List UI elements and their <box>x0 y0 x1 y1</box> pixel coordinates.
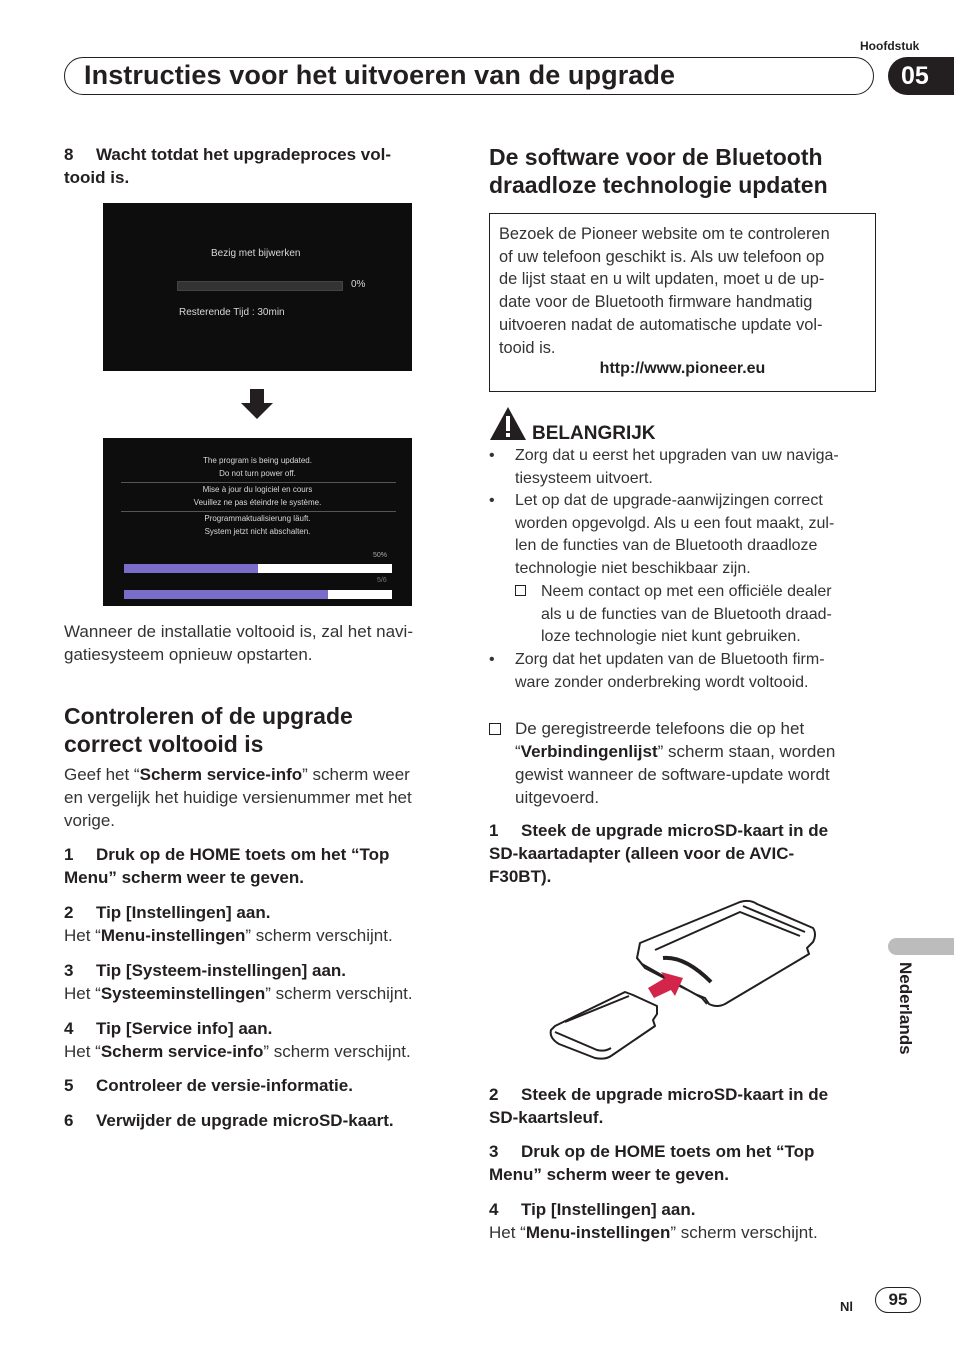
step-8 <box>64 143 444 189</box>
chapter-number-badge: 05 <box>888 57 954 95</box>
heading-line: correct voltooid is <box>64 731 264 757</box>
step-number: 4 <box>64 1019 74 1038</box>
screen-line: The program is being updated. <box>203 456 312 465</box>
list-item: • <box>489 651 495 668</box>
list-item-text: Zorg dat u eerst het upgraden van uw naviga- tiesysteem uitvoert. <box>515 447 839 487</box>
progress-track <box>177 281 343 291</box>
warning-icon <box>489 405 527 441</box>
step-number: 6 <box>64 1111 74 1130</box>
left-step-5: 5 Controleer de versie-informatie. <box>64 1076 353 1095</box>
language-code: Nl <box>840 1299 853 1314</box>
screen-line: Programmaktualisierung läuft. <box>204 514 311 523</box>
page-title: Instructies voor het uitvoeren van de upgrade <box>84 60 676 90</box>
bold-term: Scherm service-info <box>139 765 303 784</box>
list-item: • <box>489 492 495 509</box>
section-heading-verify <box>64 702 454 758</box>
progress-percent: 50% <box>373 552 388 559</box>
step-text-cont: tooid is. <box>64 168 130 187</box>
progress-fill-1 <box>124 564 258 573</box>
step-number: 8 <box>64 145 74 164</box>
progress-track-2 <box>124 590 392 599</box>
right-step-4-result: Het “Menu-instellingen” scherm verschijnt. <box>489 1223 818 1242</box>
left-step-4-result: Het “Scherm service-info” scherm verschijnt. <box>64 1042 411 1061</box>
important-label: BELANGRIJK <box>532 423 656 444</box>
screen-line: System jetzt nicht abschalten. <box>204 527 311 536</box>
info-box-text: Bezoek de Pioneer website om te controleren of uw telefoon geschikt is. Als uw telefoon op de lijst staat en u wilt updaten, moet u de up- date voor de Bluetooth firmware handmatig uitvoeren nadat de automatische update vol- tooid is. <box>499 225 830 357</box>
screen-line: Veuillez ne pas éteindre le système. <box>193 498 322 507</box>
chapter-label: Hoofdstuk <box>860 39 920 53</box>
note-text: De geregistreerde telefoons die op het “Verbindingenlijst” scherm staan, worden gewist wanneer de software-update wordt uitgevoerd. <box>515 719 836 807</box>
text-line: Wanneer de installatie voltooid is, zal het navi- <box>64 622 413 641</box>
right-step-4: 4 Tip [Instellingen] aan. <box>489 1200 696 1219</box>
left-step-3-result: Het “Systeeminstellingen” scherm verschijnt. <box>64 984 413 1003</box>
down-arrow-icon <box>241 389 273 421</box>
remaining-time: Resterende Tijd : 30min <box>179 307 285 318</box>
screen-line: Mise à jour du logiciel en cours <box>202 485 313 494</box>
screenshot-program-update <box>103 438 412 606</box>
sd-adapter-illustration <box>545 898 825 1068</box>
screen-line: Do not turn power off. <box>219 469 296 478</box>
step-number: 3 <box>64 961 74 980</box>
install-note <box>64 620 454 666</box>
right-step-2: 2 Steek de upgrade microSD-kaart in de SD-kaartsleuf. <box>489 1085 829 1127</box>
step-number: 4 <box>489 1200 499 1219</box>
right-step-3: 3 Druk op de HOME toets om het “Top Menu” scherm weer te geven. <box>489 1142 815 1184</box>
left-step-2: 2 Tip [Instellingen] aan. <box>64 903 271 922</box>
step-number: 2 <box>489 1085 499 1104</box>
heading-line: Controleren of de upgrade <box>64 703 353 729</box>
page-number: 95 <box>875 1287 921 1313</box>
divider <box>121 511 396 512</box>
progress-percent: 0% <box>351 279 366 290</box>
step-number: 5 <box>64 1076 74 1095</box>
text-line: gatiesysteem opnieuw opstarten. <box>64 645 313 664</box>
section-intro: Geef het “Scherm service-info” scherm weer en vergelijk het huidige versienummer met het vorige. <box>64 765 412 830</box>
divider <box>121 482 396 483</box>
step-number: 3 <box>489 1142 499 1161</box>
left-step-6: 6 Verwijder de upgrade microSD-kaart. <box>64 1111 394 1130</box>
left-step-1: 1 Druk op de HOME toets om het “Top Menu” scherm weer te geven. <box>64 845 390 887</box>
progress-track-1 <box>124 564 392 573</box>
left-step-4: 4 Tip [Service info] aan. <box>64 1019 273 1038</box>
language-tab <box>888 938 954 955</box>
step-number: 1 <box>489 821 499 840</box>
progress-step: 5/6 <box>377 577 387 584</box>
screen-title: Bezig met bijwerken <box>211 248 301 259</box>
screenshot-updating <box>103 203 412 371</box>
list-item-text: Let op dat de upgrade-aanwijzingen correct worden opgevolgd. Als u een fout maakt, zul- len de functies van de Bluetooth draadloze technologie niet beschikbaar zijn. <box>515 492 835 578</box>
progress-fill-2 <box>124 590 328 599</box>
step-text: Wacht totdat het upgradeproces vol- <box>96 145 392 164</box>
left-step-3: 3 Tip [Systeem-instellingen] aan. <box>64 961 347 980</box>
section-heading-bluetooth: De software voor de Bluetooth draadloze technologie updaten <box>489 144 828 198</box>
pioneer-link[interactable]: http://www.pioneer.eu <box>599 360 766 377</box>
step-number: 1 <box>64 845 74 864</box>
language-label: Nederlands <box>896 962 915 1055</box>
right-step-1: 1 Steek de upgrade microSD-kaart in de SD-kaartadapter (alleen voor de AVIC- F30BT). <box>489 821 829 886</box>
step-number: 2 <box>64 903 74 922</box>
sub-item-text: Neem contact op met een officiële dealer als u de functies van de Bluetooth draad- loze technologie niet kunt gebruiken. <box>541 583 832 646</box>
checkbox-icon <box>515 585 526 596</box>
note-checkbox-icon <box>489 723 501 735</box>
list-item: • <box>489 447 495 464</box>
list-item-text: Zorg dat het updaten van de Bluetooth firm- ware zonder onderbreking wordt voltooid. <box>515 651 825 691</box>
left-step-2-result: Het “Menu-instellingen” scherm verschijnt. <box>64 926 393 945</box>
